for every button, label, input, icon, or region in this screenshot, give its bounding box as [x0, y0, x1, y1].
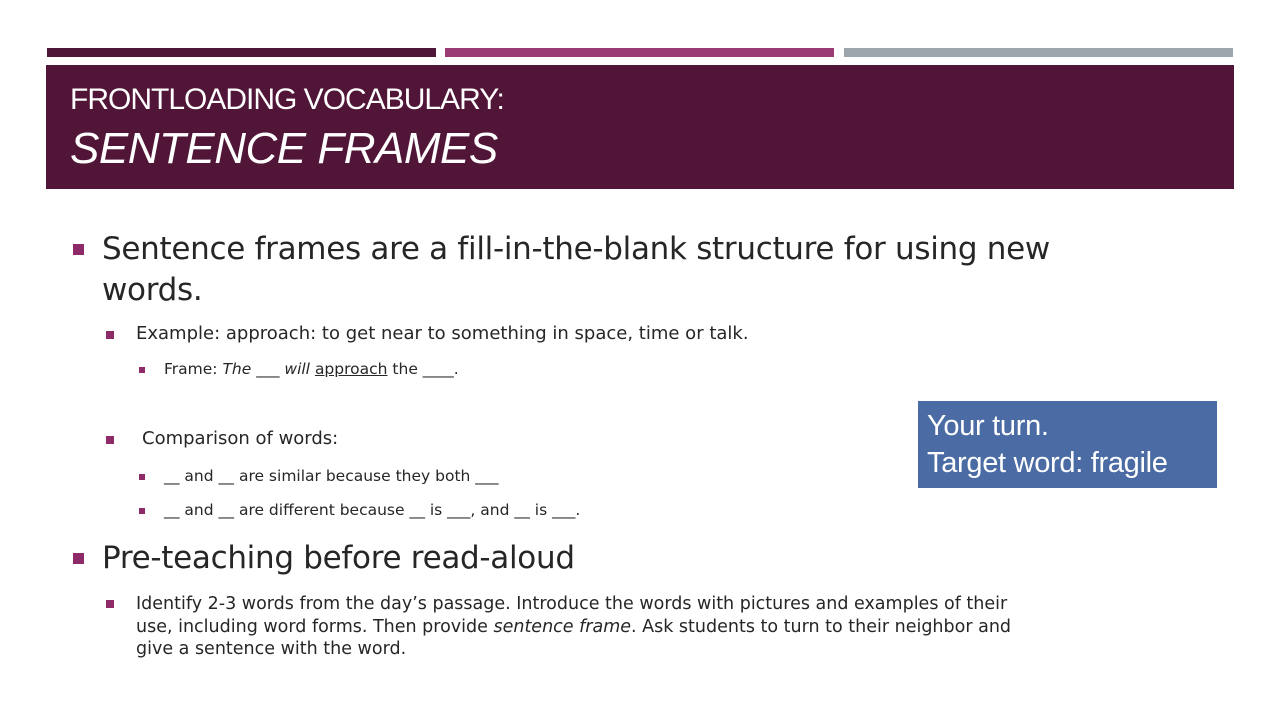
frame-text [164, 360, 459, 378]
slide-title-line2: SENTENCE FRAMES [70, 124, 498, 173]
comparison-similar: __ and __ are similar because they both ___ [164, 467, 499, 485]
frame-the: The [222, 360, 252, 378]
callout-line2: Target word: fragile [927, 447, 1168, 479]
comparison-label: Comparison of words: [142, 428, 339, 449]
your-turn-callout [918, 401, 1217, 488]
frame-label: Frame: [164, 360, 223, 378]
bullet-text-continued: words. [102, 272, 203, 308]
frame-blank: ___ [251, 360, 285, 378]
bullet-text: Pre-teaching before read-aloud [102, 540, 575, 576]
bullet-square-icon [73, 244, 84, 255]
pre-teaching-paragraph [136, 593, 1036, 661]
frame-rest: the ____. [387, 360, 459, 378]
sub-bullet-square-icon [106, 331, 114, 339]
sub-bullet-square-icon [106, 436, 114, 444]
title-band [46, 65, 1234, 189]
sub-sub-bullet-square-icon [139, 474, 145, 480]
frame-target-word: approach [314, 360, 388, 378]
bullet-square-icon [73, 553, 84, 564]
accent-bar-gray [844, 48, 1233, 57]
comparison-different: __ and __ are different because __ is ___, and __ is ___. [164, 501, 581, 519]
paragraph-italic: sentence frame [493, 616, 632, 637]
paragraph-part1: Identify 2-3 words from the day’s passage. Introduce the words with pictures and examples of their use, including word forms. Then provide [136, 594, 1008, 637]
bullet-text: Sentence frames are a fill-in-the-blank structure for using new [102, 231, 1050, 267]
frame-will: will [284, 360, 310, 378]
sub-sub-bullet-square-icon [139, 367, 145, 373]
example-text: Example: approach: to get near to something in space, time or talk. [136, 323, 749, 344]
paragraph-part2: . Ask students to turn to their neighbor and give a sentence with the word. [136, 616, 1012, 659]
callout-line1: Your turn. [927, 410, 1049, 442]
accent-bar-dark [47, 48, 436, 57]
accent-bar-magenta [445, 48, 834, 57]
slide-title-line1: FRONTLOADING VOCABULARY: [70, 83, 504, 116]
sub-sub-bullet-square-icon [139, 508, 145, 514]
sub-bullet-square-icon [106, 600, 114, 608]
